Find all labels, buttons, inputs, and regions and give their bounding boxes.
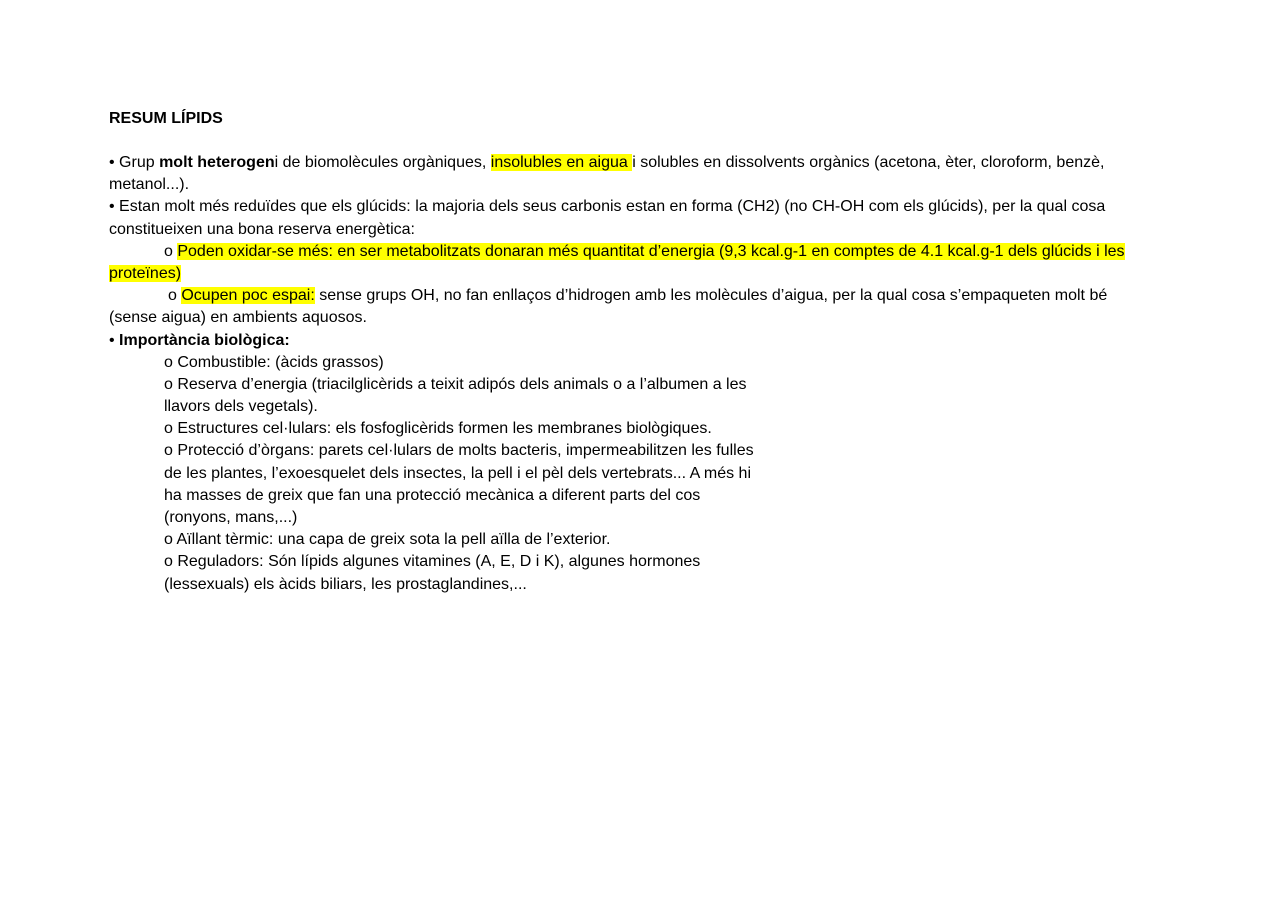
document-body	[109, 108, 1179, 596]
p2-line1: • Estan molt més reduïdes que els glúcids: la majoria dels seus carbonis estan en forma (CH2) (no CH-OH com els glúcids), per la qual cosa	[109, 198, 1106, 216]
sub1-highlight-line2: proteïnes)	[109, 264, 182, 282]
importance-line: (ronyons, mans,...)	[164, 509, 298, 526]
importance-line: (lessexuals) els àcids biliars, les prostaglandines,...	[164, 575, 527, 593]
p1-post: i solubles en dissolvents orgànics (acetona, èter, cloroform, benzè,	[632, 154, 1105, 171]
p1-pre: • Grup	[109, 154, 160, 171]
importance-line: o Protecció d’òrgans: parets cel·lulars de molts bacteris, impermeabilitzen les fulles	[164, 442, 754, 460]
importance-line: o Combustible: (àcids grassos)	[164, 353, 384, 371]
sub2-line1	[109, 285, 1179, 307]
importance-heading: Importància biològica:	[119, 331, 290, 349]
importance-heading-line	[109, 330, 1179, 352]
importance-line: ha masses de greix que fan una protecció mecànica a diferent parts del cos	[164, 486, 701, 504]
sub2-post: sense grups OH, no fan enllaços d’hidrogen amb les molècules d’aigua, per la qual cosa s’empaqueten molt bé	[314, 287, 1108, 305]
importance-line: llavors dels vegetals).	[164, 398, 318, 416]
sub2-line2: (sense aigua) en ambients aquosos.	[109, 309, 367, 327]
sub2-highlight: Ocupen poc espai:	[181, 287, 315, 305]
sub1-marker: o	[164, 242, 178, 260]
document-title: RESUM LÍPIDS	[109, 110, 223, 127]
sub2-marker: o	[168, 287, 182, 305]
p1-line2: metanol...).	[109, 176, 190, 194]
importance-line: o Reserva d’energia (triacilglicèrids a teixit adipós dels animals o a l’albumen a les	[164, 375, 747, 393]
importance-line: o Aïllant tèrmic: una capa de greix sota la pell aïlla de l’exterior.	[164, 531, 611, 549]
p1-bold: molt heterogen	[159, 154, 275, 171]
importance-line: o Reguladors: Són lípids algunes vitamines (A, E, D i K), algunes hormones	[164, 553, 701, 571]
sub1-line1	[109, 241, 1179, 263]
importance-line: de les plantes, l’exoesquelet dels insectes, la pell i el pèl dels vertebrats... A més hi	[164, 464, 751, 482]
sub1-line2	[109, 263, 1179, 285]
paragraph-heterogeneous	[109, 152, 1179, 174]
sub1-highlight-line1: Poden oxidar-se més: en ser metabolitzats donaran més quantitat d’energia (9,3 kcal.g-1 en comptes de 4.1 kcal.g-1 dels glúcids i les	[177, 242, 1125, 260]
p1-mid: i de biomolècules orgàniques,	[274, 154, 491, 171]
p2-line2: constitueixen una bona reserva energètica:	[109, 220, 415, 238]
importance-line: o Estructures cel·lulars: els fosfoglicèrids formen les membranes biològiques.	[164, 420, 712, 438]
p1-highlight: insolubles en aigua	[490, 154, 633, 171]
importance-bullet: •	[109, 331, 120, 349]
